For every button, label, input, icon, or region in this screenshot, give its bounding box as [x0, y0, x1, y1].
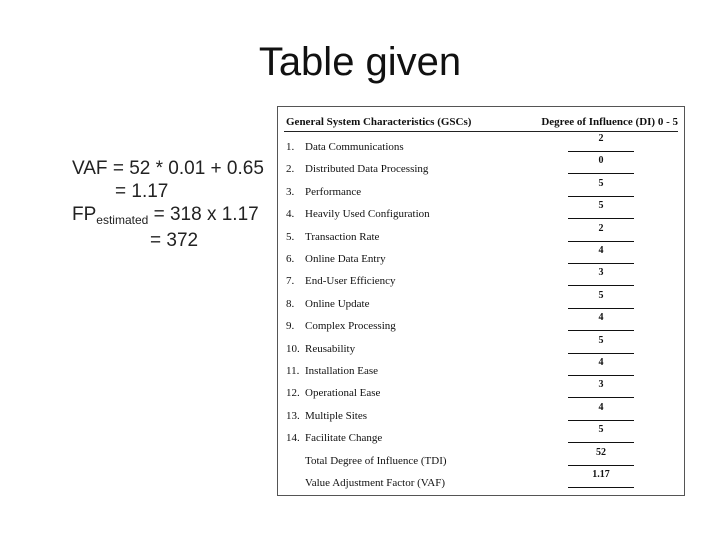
row-characteristic: Reusability: [305, 342, 356, 355]
row-degree-value: 2: [568, 133, 634, 152]
formula-vaf-result: = 1.17: [115, 181, 169, 202]
row-characteristic: Data Communications: [305, 141, 404, 153]
row-characteristic: Facilitate Change: [305, 432, 383, 445]
formula-vaf-line: VAF = 52 * 0.01 + 0.65: [72, 158, 264, 179]
row-degree-value: 5: [568, 335, 634, 354]
row-characteristic: Distributed Data Processing: [305, 163, 429, 176]
row-characteristic: Online Update: [305, 297, 370, 310]
table-header: [284, 113, 678, 132]
row-degree-value: 5: [568, 424, 634, 443]
row-degree-value: 0: [568, 155, 634, 174]
header-di: Degree of Influence (DI) 0 - 5: [541, 116, 678, 128]
row-number: 11.: [286, 365, 300, 377]
row-degree-value: 4: [568, 357, 634, 376]
row-number: 7.: [286, 275, 295, 288]
row-characteristic: Complex Processing: [305, 320, 396, 333]
row-number: 9.: [286, 320, 295, 333]
formula-fp-line: [72, 204, 259, 226]
row-characteristic: Heavily Used Configuration: [305, 208, 430, 221]
row-number: 10.: [286, 342, 300, 355]
row-number: 12.: [286, 387, 300, 400]
row-number: 14.: [286, 432, 300, 445]
slide-title: Table given: [258, 40, 462, 84]
vaf-value: 1.17: [568, 469, 634, 488]
row-number: 13.: [286, 409, 300, 422]
formula-fp-prefix: FP: [72, 204, 97, 225]
row-degree-value: 5: [568, 290, 634, 309]
row-characteristic: End-User Efficiency: [305, 275, 396, 288]
row-characteristic: Operational Ease: [305, 387, 381, 400]
formula-fp-suffix: = 318 x 1.17: [148, 204, 259, 225]
row-characteristic: Online Data Entry: [305, 253, 386, 265]
row-degree-value: 2: [568, 223, 634, 242]
row-degree-value: 5: [568, 200, 634, 219]
row-degree-value: 5: [568, 178, 634, 197]
row-degree-value: 4: [568, 312, 634, 331]
header-gsc: General System Characteristics (GSCs): [286, 116, 472, 128]
row-number: 8.: [286, 297, 295, 310]
row-characteristic: Installation Ease: [305, 365, 379, 377]
row-number: 4.: [286, 208, 295, 221]
row-number: 3.: [286, 185, 295, 198]
total-label: Total Degree of Influence (TDI): [305, 455, 447, 467]
vaf-row: [278, 469, 684, 497]
row-degree-value: 4: [568, 402, 634, 421]
row-degree-value: 3: [568, 267, 634, 286]
gsc-table: [277, 106, 685, 496]
vaf-label: Value Adjustment Factor (VAF): [305, 477, 446, 489]
row-number: 5.: [286, 230, 295, 243]
row-degree-value: 4: [568, 245, 634, 264]
row-characteristic: Multiple Sites: [305, 409, 368, 422]
row-degree-value: 3: [568, 379, 634, 398]
formula-fp-result: = 372: [150, 230, 199, 251]
row-characteristic: Performance: [305, 185, 362, 198]
row-number: 1.: [286, 141, 295, 153]
row-number: 6.: [286, 253, 295, 265]
formula-fp-subscript: estimated: [96, 213, 149, 227]
total-value: 52: [568, 447, 634, 466]
row-number: 2.: [286, 163, 295, 176]
row-characteristic: Transaction Rate: [305, 230, 380, 243]
